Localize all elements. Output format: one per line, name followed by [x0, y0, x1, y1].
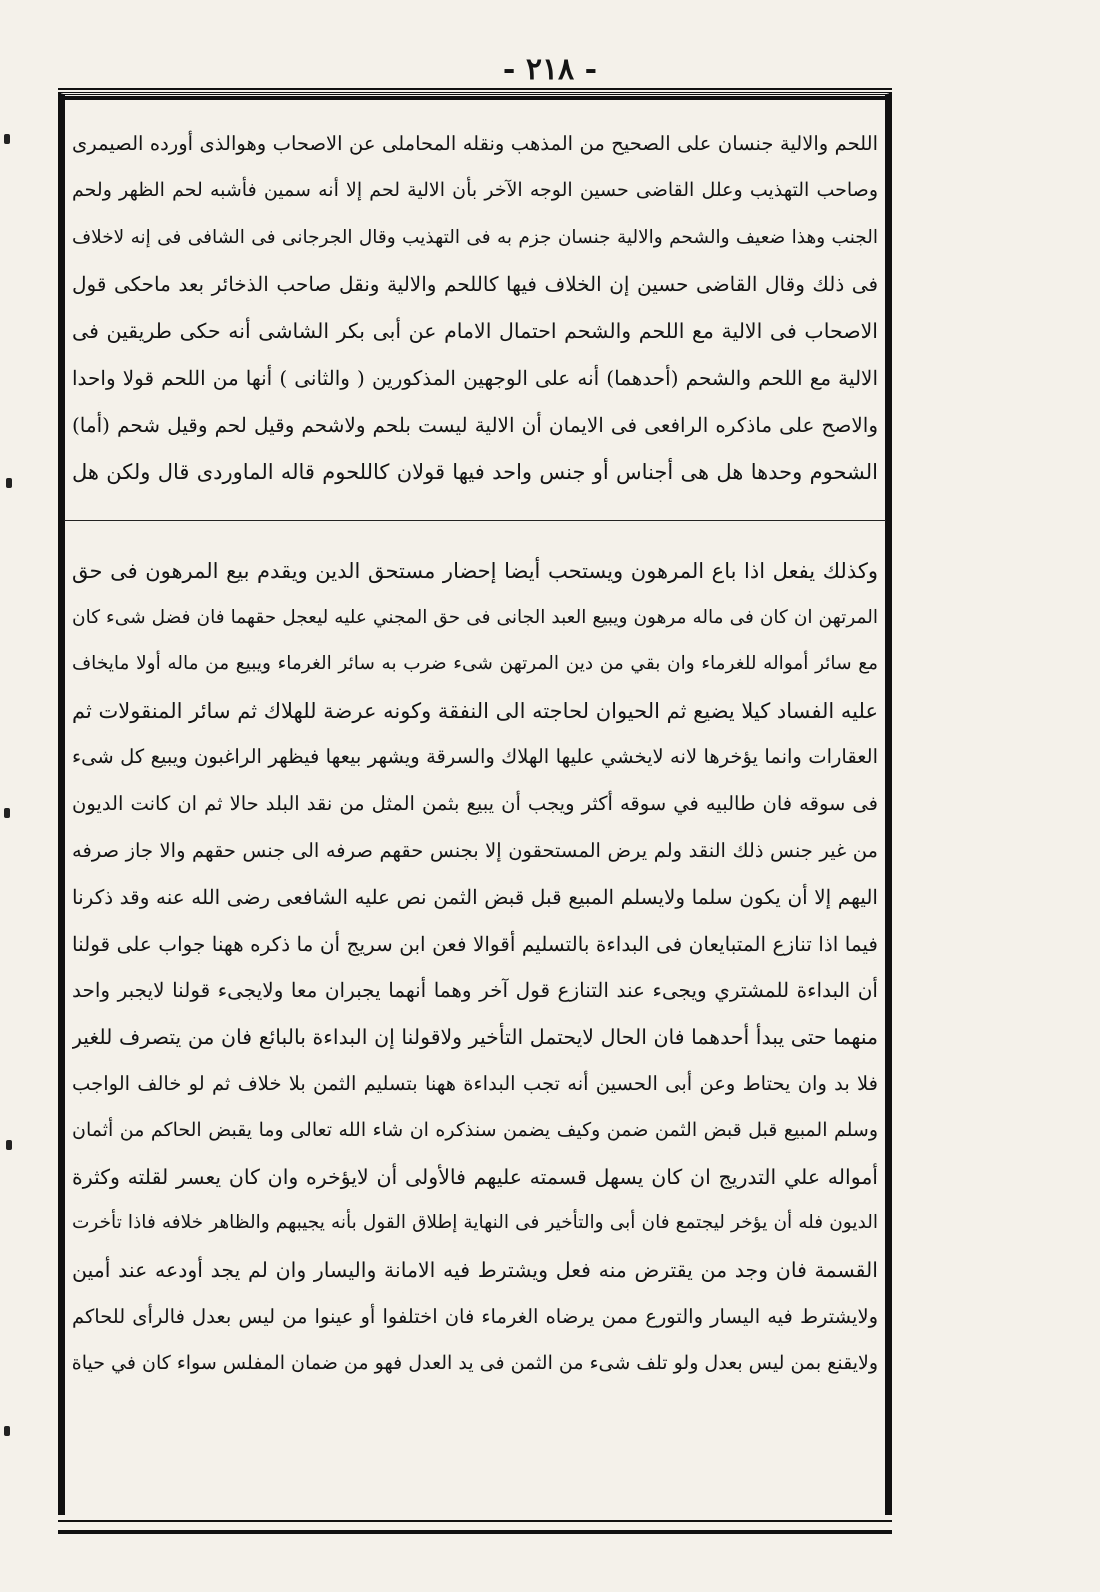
text-line: فى ذلك وقال القاضى حسين إن الخلاف فيها كاللحم والالية ونقل صاحب الذخائر بعد ماحكى قول [72, 272, 878, 296]
text-line: من غير جنس ذلك النقد ولم يرض المستحقون إلا بجنس حقهم صرفه الى جنس حقهم والا جاز صرفه [72, 838, 878, 862]
margin-mark [6, 1140, 12, 1150]
text-line: وسلم المبيع قبل قبض الثمن ضمن وكيف يضمن سنذكره ان شاء الله تعالى وما يقبض الحاكم من أثمان [72, 1119, 878, 1142]
text-line: وكذلك يفعل اذا باع المرهون ويستحب أيضا إحضار مستحق الدين ويقدم بيع المرهون فى حق [72, 559, 878, 583]
text-line: والاصح على ماذكره الرافعى فى الايمان أن الالية ليست بلحم ولاشحم وقيل لحم وقيل شحم (أما) [72, 413, 878, 437]
text-line: الاصحاب فى الالية مع اللحم والشحم احتمال الامام عن أبى بكر الشاشى أنه حكى طريقين فى [72, 319, 878, 343]
text-line: الديون فله أن يؤخر ليجتمع فان أبى والتأخير فى النهاية إطلاق القول بأنه يجيبهم والظاهر خلافه فاذا تأخرت [72, 1212, 878, 1234]
text-line: منهما حتى يبدأ أحدهما فان الحال لايحتمل التأخير ولاقولنا إن البداءة بالبائع فان من يتصرف للغير [72, 1024, 878, 1049]
margin-mark [4, 808, 10, 818]
page-number: - ٢١٨ - [502, 52, 598, 87]
lower-text-block [72, 548, 878, 1387]
text-line: أن البداءة للمشتري ويجىء عند التنازع قول آخر وهما أنهما يجبران معا ولايجىء قولنا لايجبر واحد [72, 978, 878, 1003]
text-line: فى سوقه فان طالبيه في سوقه أكثر ويجب أن يبيع بثمن المثل من نقد البلد حالا ثم ان كانت الديون [72, 791, 878, 815]
text-line: العقارات وانما يؤخرها لانه لايخشي عليها الهلاك والسرقة ويشهر بيعها فيظهر الراغبون ويبيع كل شىء [72, 745, 878, 769]
margin-mark [4, 1426, 10, 1436]
text-line: ولايقنع بمن ليس بعدل ولو تلف شىء من الثمن فى يد العدل فهو من ضمان المفلس سواء كان في حياة [72, 1352, 878, 1375]
text-line: المرتهن ان كان فى ماله مرهون ويبيع العبد الجانى فى حق المجني عليه ليعجل حقهما فان فضل شىء كان [72, 606, 878, 628]
text-line: اليهم إلا أن يكون سلما ولايسلم المبيع قبل قبض الثمن نص عليه الشافعى رضى الله عنه وقد ذكرنا [72, 885, 878, 910]
text-line: القسمة فان وجد من يقترض منه فعل ويشترط فيه الامانة واليسار وان لم يجد أودعه عند أمين [72, 1257, 878, 1282]
text-line: ولايشترط فيه اليسار والتورع ممن يرضاه الغرماء فان اختلفوا أو عينوا من ليس بعدل فالرأى للحاكم [72, 1304, 878, 1328]
text-line: الجنب وهذا ضعيف والشحم والالية جنسان جزم به فى التهذيب وقال الجرجانى فى الشافى فى إنه لاخلاف [72, 227, 878, 248]
text-line: فيما اذا تنازع المتبايعان فى البداءة بالتسليم أقوالا فعن ابن سريج أن ما ذكره ههنا جواب على قولنا [72, 931, 878, 956]
text-line: أمواله علي التدريج ان كان يسهل قسمته عليهم فالأولى أن لايؤخره وان كان يعسر لقلته وكثرة [72, 1164, 878, 1189]
text-line: عليه الفساد كيلا يضيع ثم الحيوان لحاجته الى النفقة وكونه عرضة للهلاك ثم سائر المنقولات ثم [72, 698, 878, 723]
text-line: وصاحب التهذيب وعلل القاضى حسين الوجه الآخر بأن الالية لحم إلا أنه سمين فأشبه لحم الظهر ولحم [72, 179, 878, 201]
text-line: الالية مع اللحم والشحم (أحدهما) أنه على الوجهين المذكورين ( والثانى ) أنها من اللحم قولا واحدا [72, 366, 878, 390]
text-line: اللحم والالية جنسان على الصحيح من المذهب ونقله المحاملى عن الاصحاب وهوالذى أورده الصيمرى [72, 132, 878, 155]
text-line: الشحوم وحدها هل هى أجناس أو جنس واحد فيها قولان كاللحوم قاله الماوردى قال ولكن هل [72, 460, 878, 484]
section-divider [64, 520, 886, 521]
frame-bottom-rule [58, 1520, 892, 1534]
upper-text-block [72, 120, 878, 496]
margin-mark [4, 134, 10, 144]
text-line: فلا بد وان يحتاط وعن أبى الحسين أنه تجب البداءة ههنا بتسليم الثمن بلا خلاف ثم لو خالف الواجب [72, 1071, 878, 1095]
margin-mark [6, 478, 12, 488]
text-line: مع سائر أمواله للغرماء وان بقي من دين المرتهن شىء ضرب به سائر الغرماء ويبيع من ماله أولا مايخاف [72, 653, 878, 675]
